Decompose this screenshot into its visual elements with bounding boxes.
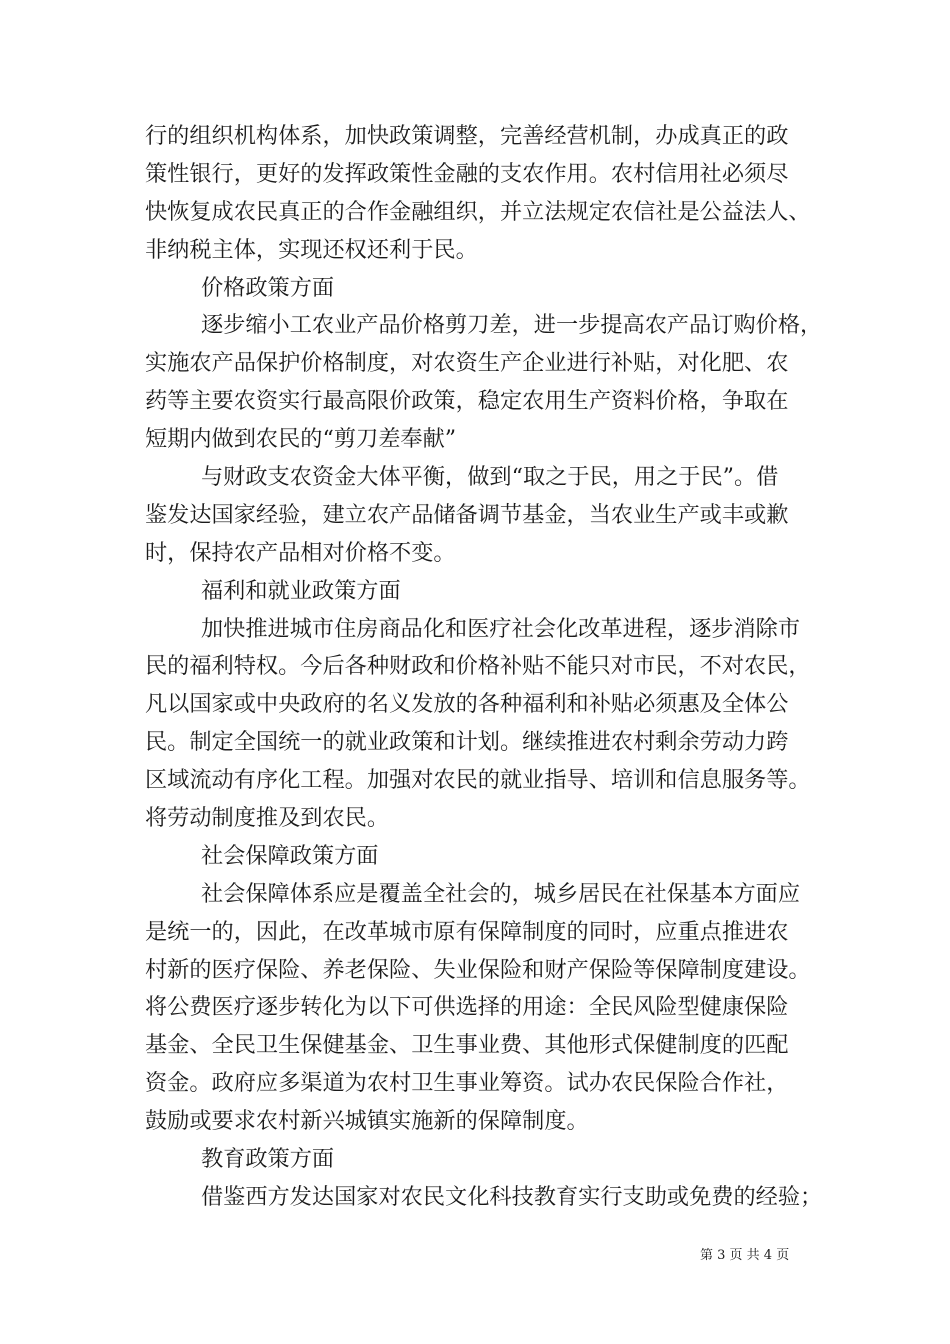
- paragraph-line: 实施农产品保护价格制度，对农资生产企业进行补贴，对化肥、农: [145, 350, 789, 377]
- paragraph-line: 民的福利特权。今后各种财政和价格补贴不能只对市民，不对农民，: [145, 653, 811, 680]
- paragraph-line: 将劳动制度推及到农民。: [145, 805, 390, 832]
- paragraph-line: 区域流动有序化工程。加强对农民的就业指导、培训和信息服务等。: [145, 767, 811, 794]
- paragraph-line-indented: 福利和就业政策方面: [201, 577, 401, 604]
- paragraph-line-indented: 加快推进城市住房商品化和医疗社会化改革进程，逐步消除市: [201, 615, 801, 642]
- document-body: [145, 118, 823, 1217]
- paragraph-line-indented: 社会保障体系应是覆盖全社会的，城乡居民在社保基本方面应: [201, 880, 801, 907]
- paragraph-line: 将公费医疗逐步转化为以下可供选择的用途：全民风险型健康保险: [145, 994, 789, 1021]
- paragraph-line: 短期内做到农民的“剪刀差奉献”: [145, 426, 457, 453]
- paragraph-line: 是统一的，因此，在改革城市原有保障制度的同时，应重点推进农: [145, 918, 789, 945]
- paragraph-line: 民。制定全国统一的就业政策和计划。继续推进农村剩余劳动力跨: [145, 729, 789, 756]
- paragraph-line: 策性银行，更好的发挥政策性金融的支农作用。农村信用社必须尽: [145, 160, 789, 187]
- paragraph-line: 快恢复成农民真正的合作金融组织，并立法规定农信社是公益法人、: [145, 198, 811, 225]
- paragraph-line: 药等主要农资实行最高限价政策，稳定农用生产资料价格，争取在: [145, 388, 789, 415]
- paragraph-line-indented: 教育政策方面: [201, 1146, 335, 1173]
- paragraph-line: 时，保持农产品相对价格不变。: [145, 539, 456, 566]
- page-number-footer: 第 3 页 共 4 页: [700, 1248, 790, 1263]
- paragraph-line: 村新的医疗保险、养老保险、失业保险和财产保险等保障制度建设。: [145, 956, 811, 983]
- paragraph-line: 行的组织机构体系，加快政策调整，完善经营机制，办成真正的政: [145, 123, 789, 149]
- paragraph-line-indented: 逐步缩小工农业产品价格剪刀差，进一步提高农产品订购价格，: [201, 312, 823, 339]
- paragraph-line-indented: 借鉴西方发达国家对农民文化科技教育实行支助或免费的经验；: [201, 1183, 823, 1210]
- paragraph-line: 鉴发达国家经验，建立农产品储备调节基金，当农业生产或丰或歉: [145, 501, 789, 528]
- paragraph-line: 资金。政府应多渠道为农村卫生事业筹资。试办农民保险合作社，: [145, 1070, 789, 1097]
- paragraph-line: 非纳税主体，实现还权还利于民。: [145, 236, 478, 263]
- paragraph-line-indented: 与财政支农资金大体平衡，做到“取之于民，用之于民”。借: [201, 464, 779, 491]
- paragraph-line: 鼓励或要求农村新兴城镇实施新的保障制度。: [145, 1108, 589, 1135]
- paragraph-line: 基金、全民卫生保健基金、卫生事业费、其他形式保健制度的匹配: [145, 1032, 789, 1059]
- paragraph-line-indented: 价格政策方面: [201, 274, 335, 301]
- paragraph-line: 凡以国家或中央政府的名义发放的各种福利和补贴必须惠及全体公: [145, 691, 789, 718]
- paragraph-line-indented: 社会保障政策方面: [201, 842, 379, 869]
